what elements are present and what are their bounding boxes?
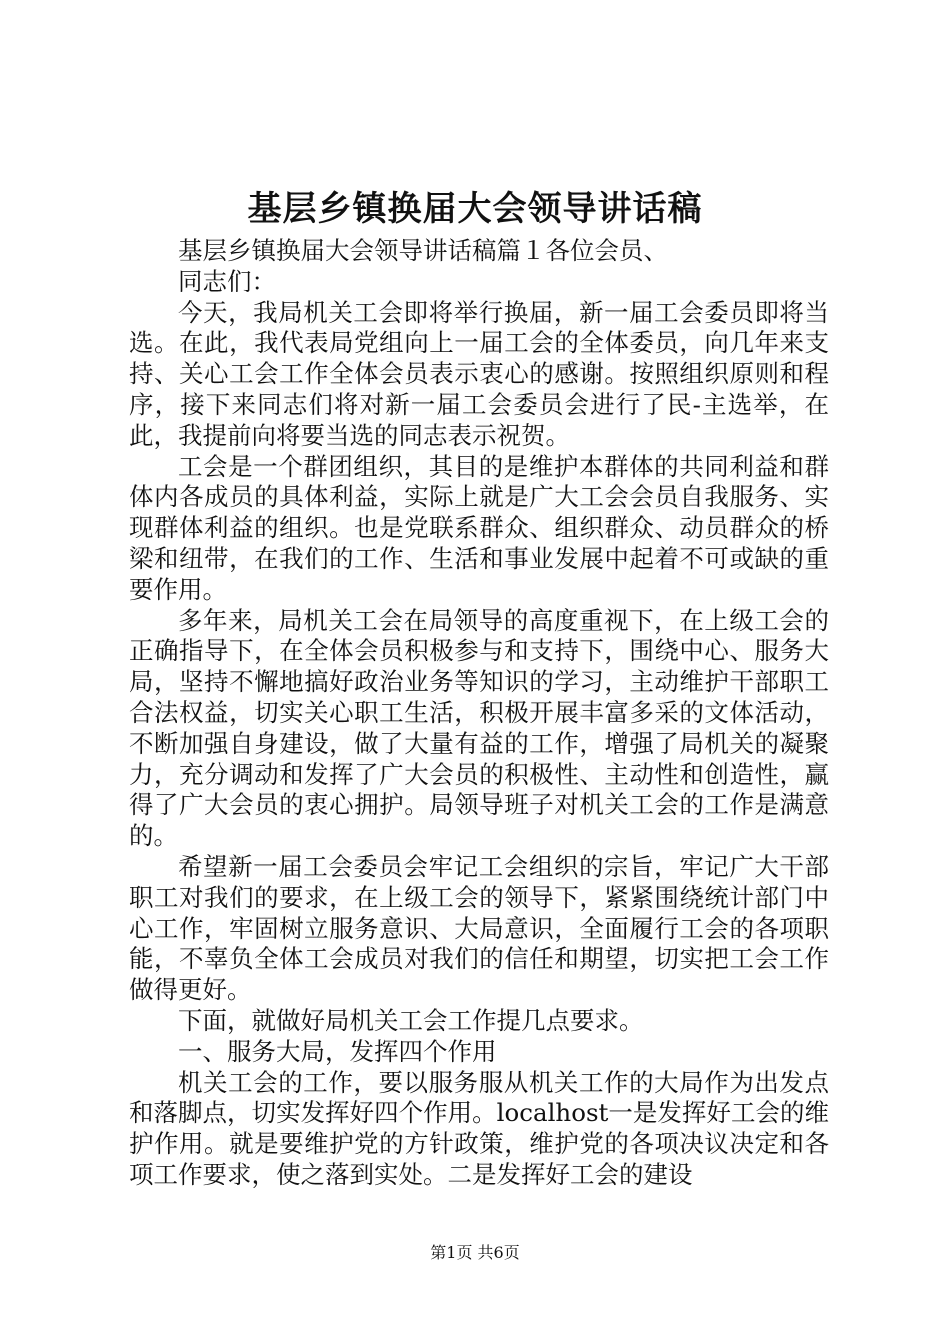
paragraph-5: 下面，就做好局机关工会工作提几点要求。 — [178, 1005, 644, 1035]
paragraph-4: 希望新一届工会委员会牢记工会组织的宗旨，牢记广大干部职工对我们的要求，在上级工会的领导下，紧紧围绕统计部门中心工作，牢固树立服务意识、大局意识，全面履行工会的各项职能，不辜负全体工会成员对我们的信任和期望，切实把工会工作做得更好。 — [129, 851, 829, 1005]
paragraph-salutation: 同志们： — [178, 266, 276, 296]
paragraph-6: 机关工会的工作，要以服务服从机关工作的大局作为出发点和落脚点，切实发挥好四个作用。localhost一是发挥好工会的维护作用。就是要维护党的方针政策，维护党的各项决议决定和各项工作要求，使之落到实处。二是发挥好工会的建设 — [129, 1067, 829, 1189]
document-title: 基层乡镇换届大会领导讲话稿 — [247, 189, 703, 229]
paragraph-3: 多年来，局机关工会在局领导的高度重视下，在上级工会的正确指导下，在全体会员积极参与和支持下，围绕中心、服务大局，坚持不懈地搞好政治业务等知识的学习，主动维护干部职工合法权益，切实关心职工生活，积极开展丰富多采的文体活动，不断加强自身建设，做了大量有益的工作，增强了局机关的凝聚力，充分调动和发挥了广大会员的积极性、主动性和创造性，赢得了广大会员的衷心拥护。局领导班子对机关工会的工作是满意的。 — [129, 605, 829, 851]
page-footer: 第1页 共6页 — [430, 1243, 520, 1262]
paragraph-1: 今天，我局机关工会即将举行换届，新一届工会委员即将当选。在此，我代表局党组向上一届工会的全体委员，向几年来支持、关心工会工作全体会员表示衷心的感谢。按照组织原则和程序，接下来同志们将对新一届工会委员会进行了民-主选举，在此，我提前向将要当选的同志表示祝贺。 — [129, 297, 829, 450]
paragraph-intro: 基层乡镇换届大会领导讲话稿篇１各位会员、 — [178, 236, 668, 265]
document-body — [129, 236, 829, 1191]
section-heading-1: 一、服务大局，发挥四个作用 — [178, 1036, 497, 1066]
paragraph-2: 工会是一个群团组织，其目的是维护本群体的共同利益和群体内各成员的具体利益，实际上就是广大工会会员自我服务、实现群体利益的组织。也是党联系群众、组织群众、动员群众的桥梁和纽带，在我们的工作、生活和事业发展中起着不可或缺的重要作用。 — [129, 451, 829, 604]
